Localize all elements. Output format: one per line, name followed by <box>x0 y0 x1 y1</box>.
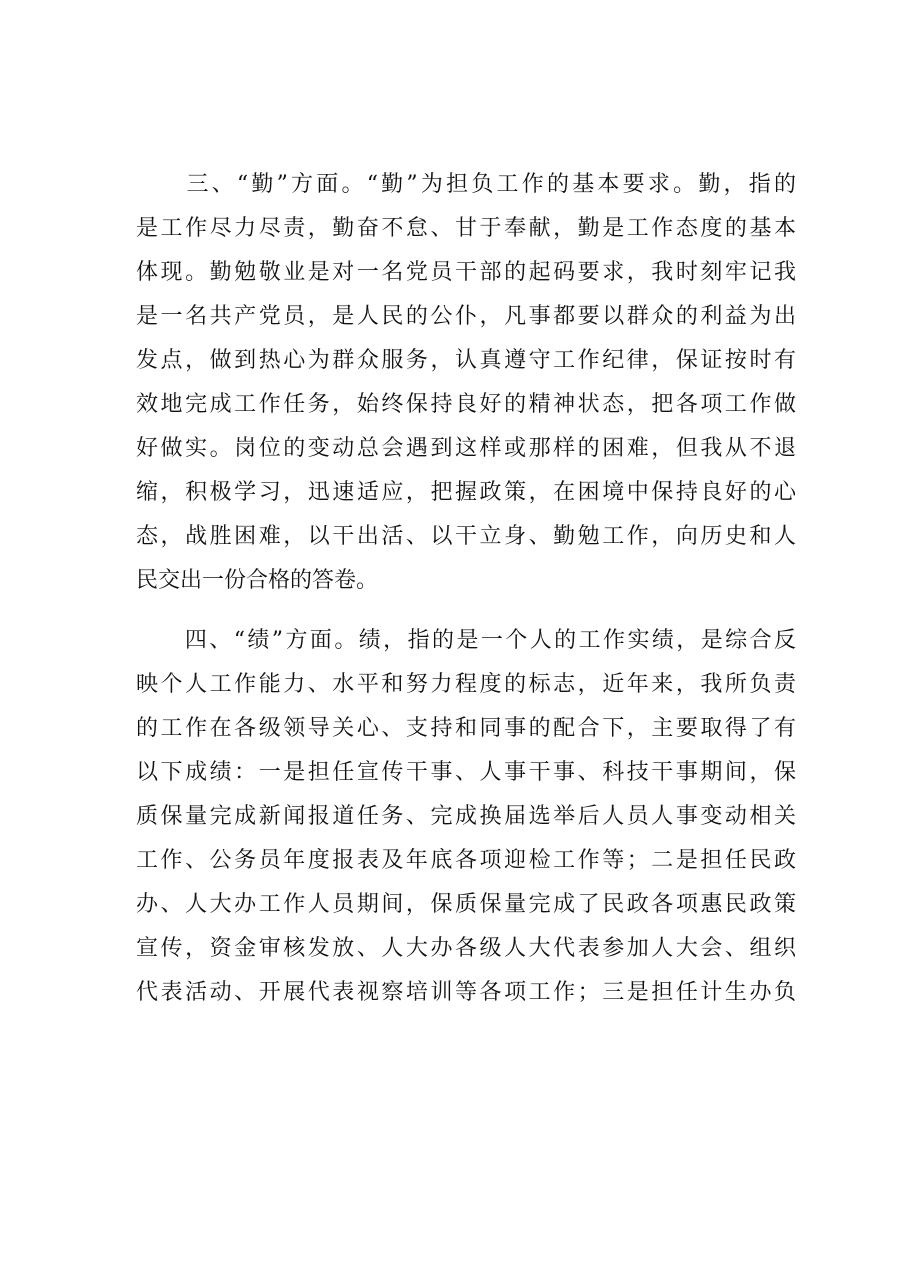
paragraph-2-line-4: 以下成绩：一是担任宣传干事、人事干事、科技干事期间，保 <box>136 760 796 785</box>
paragraph-1-line-1: 三、“勤”方面。“勤”为担负工作的基本要求。勤，指的 <box>136 172 796 197</box>
paragraph-1-line-9: 态，战胜困难，以干出活、以干立身、勤勉工作，向历史和人 <box>136 524 796 549</box>
paragraph-2-line-5: 质保量完成新闻报道任务、完成换届选举后人员人事变动相关 <box>136 804 796 829</box>
paragraph-2-line-7: 办、人大办工作人员期间，保质保量完成了民政各项惠民政策 <box>136 892 796 917</box>
paragraph-1-line-6: 效地完成工作任务，始终保持良好的精神状态，把各项工作做 <box>136 392 796 417</box>
paragraph-1-line-2: 是工作尽力尽责，勤奋不怠、甘于奉献，勤是工作态度的基本 <box>136 216 796 241</box>
paragraph-2-line-9: 代表活动、开展代表视察培训等各项工作；三是担任计生办负 <box>136 980 796 1005</box>
paragraph-2-line-6: 工作、公务员年度报表及年底各项迎检工作等；二是担任民政 <box>136 848 796 873</box>
paragraph-1-line-3: 体现。勤勉敬业是对一名党员干部的起码要求，我时刻牢记我 <box>136 260 796 285</box>
paragraph-1-line-5: 发点，做到热心为群众服务，认真遵守工作纪律，保证按时有 <box>136 348 796 373</box>
paragraph-1-line-8: 缩，积极学习，迅速适应，把握政策，在困境中保持良好的心 <box>136 480 796 505</box>
paragraph-2-line-3: 的工作在各级领导关心、支持和同事的配合下，主要取得了有 <box>136 716 796 741</box>
paragraph-2-line-8: 宣传，资金审核发放、人大办各级人大代表参加人大会、组织 <box>136 936 796 961</box>
paragraph-2-line-2: 映个人工作能力、水平和努力程度的标志，近年来，我所负责 <box>136 672 796 697</box>
paragraph-1-line-4: 是一名共产党员，是人民的公仆，凡事都要以群众的利益为出 <box>136 304 796 329</box>
paragraph-1-line-10: 民交出一份合格的答卷。 <box>136 568 379 593</box>
paragraph-1-line-7: 好做实。岗位的变动总会遇到这样或那样的困难，但我从不退 <box>136 436 796 461</box>
paragraph-2-line-1: 四、“绩”方面。绩，指的是一个人的工作实绩，是综合反 <box>136 628 796 653</box>
